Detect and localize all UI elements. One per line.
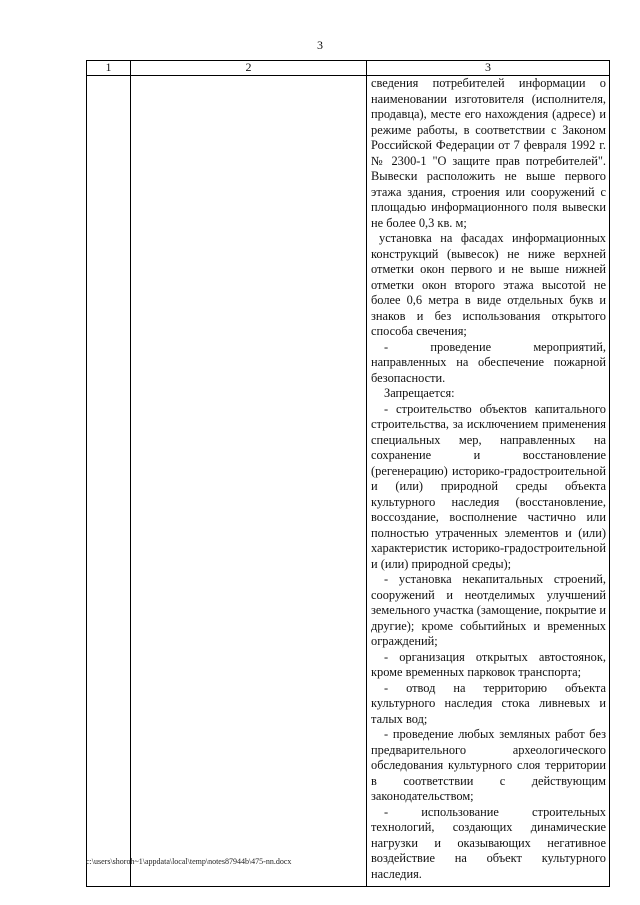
paragraph-earthworks: - проведение любых земляных работ без предварительного археологического обследования культурного слоя территории в соответствии с действующим законодательством; — [371, 727, 606, 803]
paragraph-drainage: - отвод на территорию объекта культурного наследия стока ливневых и талых вод; — [371, 680, 606, 726]
column-header-1: 1 — [87, 61, 131, 76]
page-number: 3 — [317, 38, 323, 52]
document-table — [86, 60, 610, 887]
table-header-row — [87, 61, 610, 76]
paragraph-parking: - организация открытых автостоянок, кроме временных парковок транспорта; — [371, 649, 606, 679]
column-header-2: 2 — [131, 61, 367, 76]
paragraph-fire-safety: - проведение мероприятий, направленных на обеспечение пожарной безопасности. — [371, 339, 606, 385]
cell-column-1 — [87, 76, 131, 887]
footer-file-path: c:\users\shoroh~1\appdata\local\temp\notes87944b\475-nn.docx — [86, 857, 292, 866]
paragraph-building-technologies: - использование строительных технологий, создающих динамические нагрузки и оказывающих негативное воздействие на объект культурного наследия. — [371, 804, 606, 881]
paragraph-capital-construction: - строительство объектов капитального строительства, за исключением применения специальных мер, направленных на сохранение и восстановление (регенерацию) историко-градостроительной и (или) природной среды объекта культурного наследия (восстановление, воссоздание, восполнение частично или полностью утраченных элементов и (или) характеристик историко-градостроительной и (или) природной среды); — [371, 401, 606, 571]
paragraph-prohibited-heading: Запрещается: — [384, 386, 455, 400]
paragraph-temporary-structures: - установка некапитальных строений, сооружений и неотделимых улучшений земельного участка (замощение, покрытие и другие); кроме событийных и временных ограждений; — [371, 572, 606, 648]
column-header-3: 3 — [367, 61, 610, 76]
paragraph-facade-signs: установка на фасадах информационных конструкций (вывесок) не ниже верхней отметки окон первого и не выше нижней отметки окон второго этажа высотой не более 0,6 метра в виде отдельных букв и знаков и без использования открытого способа свечения; — [371, 231, 606, 338]
paragraph-consumer-info: сведения потребителей информации о наименовании изготовителя (исполнителя, продавца), месте его нахождения (адресе) и режиме работы, в соответствии с Законом Российской Федерации от 7 февраля 1992 г. № 2300-1 "О защите прав потребителей". Вывески расположить не выше первого этажа здания, строения или сооружений с площадью информационного поля вывески не более 0,3 кв. м; — [371, 76, 606, 230]
cell-column-2 — [131, 76, 367, 887]
table-header — [87, 61, 610, 76]
table-row — [87, 76, 610, 887]
cell-column-3 — [367, 76, 610, 887]
